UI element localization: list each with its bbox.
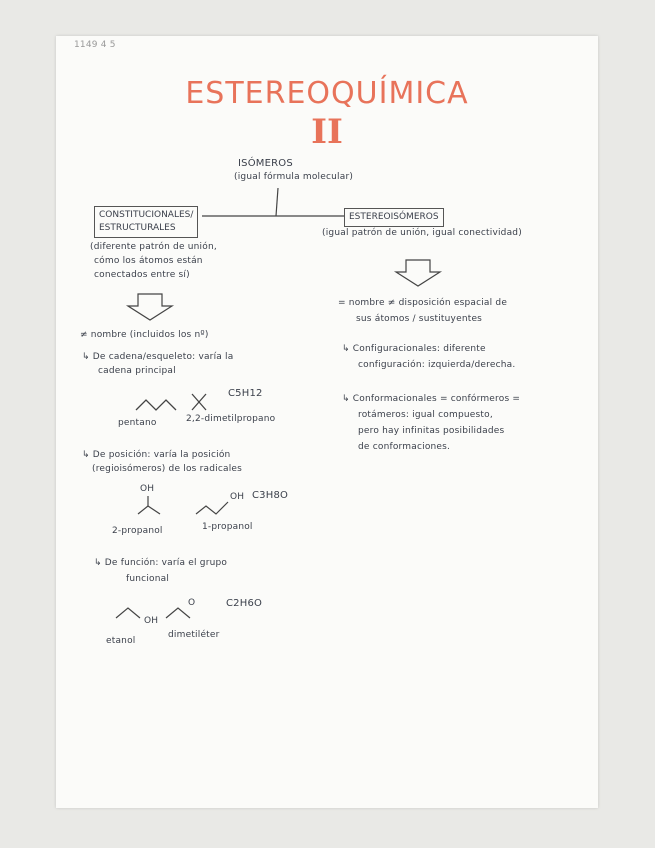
formula: C2H6O [226, 598, 263, 609]
conformational-text: rotámeros: igual compuesto, [358, 410, 493, 420]
compound-name: pentano [118, 418, 157, 428]
position-isomer-text: ↳ De posición: varía la posición [82, 450, 231, 460]
page-title: ESTEREOQUÍMICA [185, 76, 469, 111]
oh-label: OH [144, 616, 159, 626]
compound-name: 2,2-dimetilpropano [186, 414, 276, 424]
chain-isomer-text: ↳ De cadena/esqueleto: varía la [82, 352, 234, 362]
constitutional-desc: conectados entre sí) [94, 270, 190, 280]
configurational-text: ↳ Configuracionales: diferente [342, 344, 486, 354]
chain-isomer-text: cadena principal [98, 366, 176, 376]
constitutional-desc: (diferente patrón de unión, [90, 242, 217, 252]
conformational-text: de conformaciones. [358, 442, 451, 452]
constitutional-note: ≠ nombre (incluidos los nº) [80, 330, 209, 340]
page-subtitle-roman: II [311, 112, 343, 152]
o-label: O [188, 598, 196, 608]
function-isomer-text: funcional [126, 574, 170, 584]
constitutional-box [94, 206, 198, 238]
constitutional-box-line2: ESTRUCTURALES [99, 223, 176, 233]
stereo-note: sus átomos / sustituyentes [356, 314, 483, 324]
compound-name: dimetiléter [168, 630, 220, 640]
function-isomer-text: ↳ De función: varía el grupo [94, 558, 228, 568]
conformational-text: pero hay infinitas posibilidades [358, 426, 505, 436]
constitutional-box-line1: CONSTITUCIONALES/ [99, 210, 194, 220]
stereo-desc: (igual patrón de unión, igual conectividad) [322, 228, 522, 238]
constitutional-desc: cómo los átomos están [94, 256, 203, 266]
notebook-page [56, 36, 598, 808]
page-number: 1149 4 5 [74, 40, 116, 50]
position-isomer-text: (regioisómeros) de los radicales [92, 464, 243, 474]
stereoisomers-box: ESTEREOISÓMEROS [344, 208, 444, 227]
down-arrow-icon [396, 260, 440, 286]
formula: C3H8O [252, 490, 289, 501]
compound-name: etanol [106, 636, 136, 646]
compound-name: 2-propanol [112, 526, 163, 536]
root-label: ISÓMEROS [238, 158, 293, 169]
oh-label: OH [140, 484, 155, 494]
down-arrow-icon [128, 294, 172, 320]
compound-name: 1-propanol [202, 522, 253, 532]
configurational-text: configuración: izquierda/derecha. [358, 360, 516, 370]
oh-label: OH [230, 492, 245, 502]
root-sub: (igual fórmula molecular) [234, 172, 354, 182]
formula: C5H12 [228, 388, 263, 399]
pentane-structure [136, 400, 176, 410]
stereo-note: = nombre ≠ disposición espacial de [338, 298, 508, 308]
conformational-text: ↳ Conformacionales = confórmeros = [342, 394, 521, 404]
